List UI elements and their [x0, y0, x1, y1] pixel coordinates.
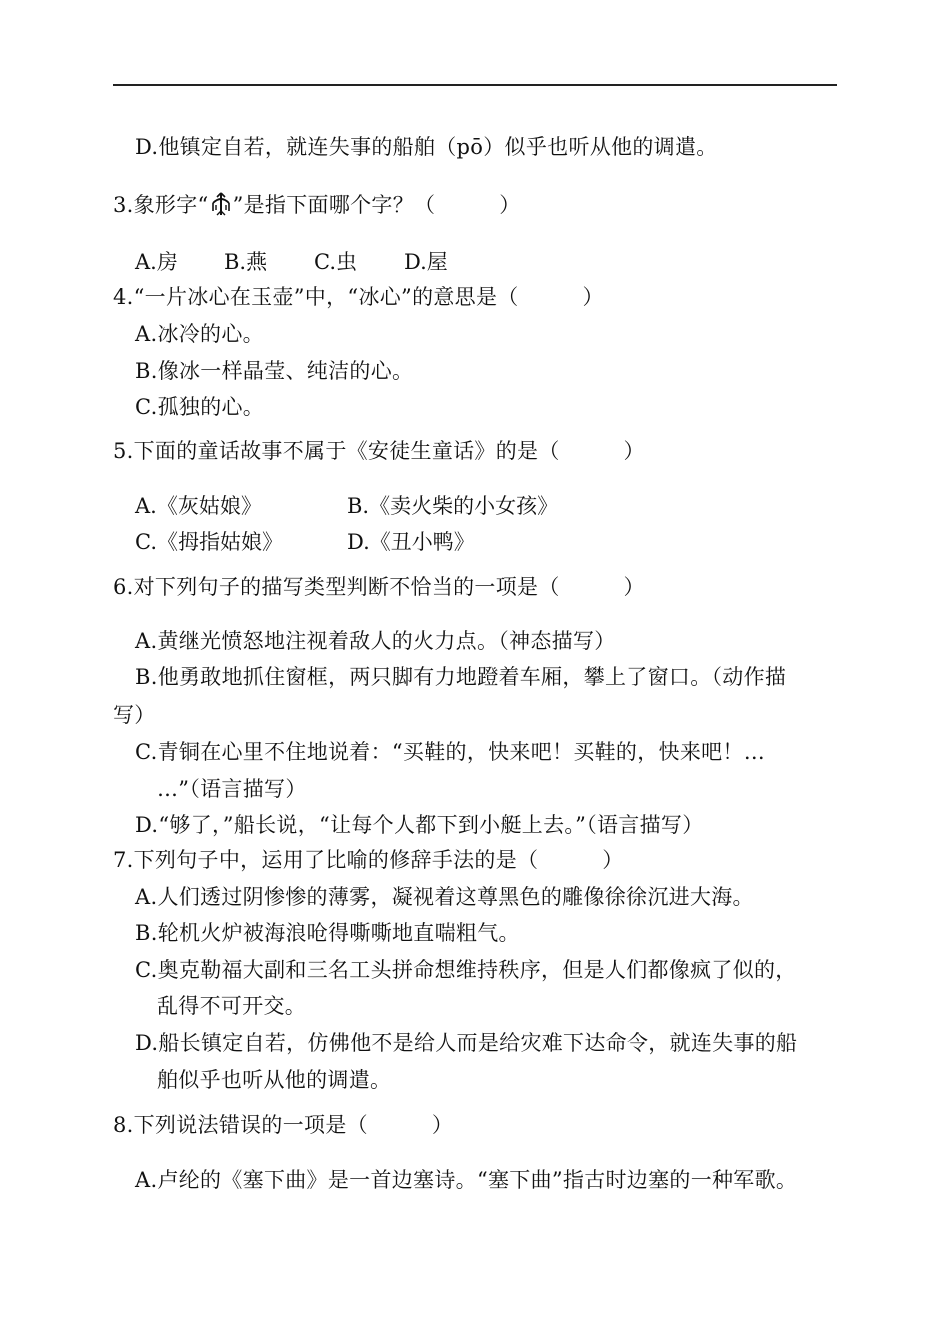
question-6: 6.对下列句子的描写类型判断不恰当的一项是（ ） — [113, 575, 645, 599]
question-7: 7.下列句子中，运用了比喻的修辞手法的是（ ） — [113, 848, 624, 872]
header-rule — [113, 84, 837, 86]
q5-option-a: A.《灰姑娘》 — [135, 494, 262, 518]
q2-option-d: D.他镇定自若，就连失事的船舶（pō）似乎也听从他的调遣。 — [135, 135, 718, 159]
q7-option-b: B.轮机火炉被海浪呛得嘶嘶地直喘粗气。 — [135, 921, 520, 945]
q7-option-c-line1: C.奥克勒福大副和三名工头拼命想维持秩序，但是人们都像疯了似的， — [135, 958, 797, 982]
q6-option-a: A.黄继光愤怒地注视着敌人的火力点。（神态描写） — [135, 629, 616, 653]
q7-option-d-line2: 舶似乎也听从他的调遣。 — [157, 1068, 392, 1092]
q4-option-b: B.像冰一样晶莹、纯洁的心。 — [135, 359, 414, 383]
q3-option-d: D.屋 — [404, 250, 448, 274]
q6-option-d: D.“够了，”船长说，“让每个人都下到小艇上去。”（语言描写） — [135, 813, 704, 837]
q7-option-d-line1: D.船长镇定自若，仿佛他不是给人而是给灾难下达命令，就连失事的船 — [135, 1031, 798, 1055]
question-8: 8.下列说法错误的一项是（ ） — [113, 1113, 454, 1137]
q7-option-c-line2: 乱得不可开交。 — [157, 994, 307, 1018]
question-5: 5.下面的童话故事不属于《安徒生童话》的是（ ） — [113, 439, 645, 463]
q6-option-c-line1: C.青铜在心里不住地说着：“买鞋的，快来吧！买鞋的，快来吧！… — [135, 740, 766, 764]
q4-option-c: C.孤独的心。 — [135, 395, 265, 419]
q4-option-a: A.冰冷的心。 — [135, 322, 264, 346]
q5-option-b: B.《卖火柴的小女孩》 — [347, 494, 559, 518]
q5-option-c: C.《拇指姑娘》 — [135, 530, 283, 554]
question-3 — [113, 190, 521, 220]
q6-option-b-line2: 写） — [113, 703, 156, 727]
question-3-stem-end: ”是指下面哪个字？（ ） — [232, 193, 521, 217]
q3-option-b: B.燕 — [224, 250, 268, 274]
q8-option-a: A.卢纶的《塞下曲》是一首边塞诗。“塞下曲”指古时边塞的一种军歌。 — [135, 1168, 798, 1192]
question-4: 4.“一片冰心在玉壶”中，“冰心”的意思是（ ） — [113, 285, 604, 309]
q3-option-a: A.房 — [135, 250, 178, 274]
pictograph-glyph-icon — [210, 191, 232, 217]
q5-option-d: D.《丑小鸭》 — [347, 530, 475, 554]
question-3-stem-start: 3.象形字“ — [113, 193, 209, 217]
q3-option-c: C.虫 — [314, 250, 357, 274]
q6-option-c-line2: …”（语言描写） — [157, 777, 307, 801]
q7-option-a: A.人们透过阴惨惨的薄雾，凝视着这尊黑色的雕像徐徐沉进大海。 — [135, 885, 754, 909]
q6-option-b-line1: B.他勇敢地抓住窗框，两只脚有力地蹬着车厢，攀上了窗口。（动作描 — [135, 665, 787, 689]
